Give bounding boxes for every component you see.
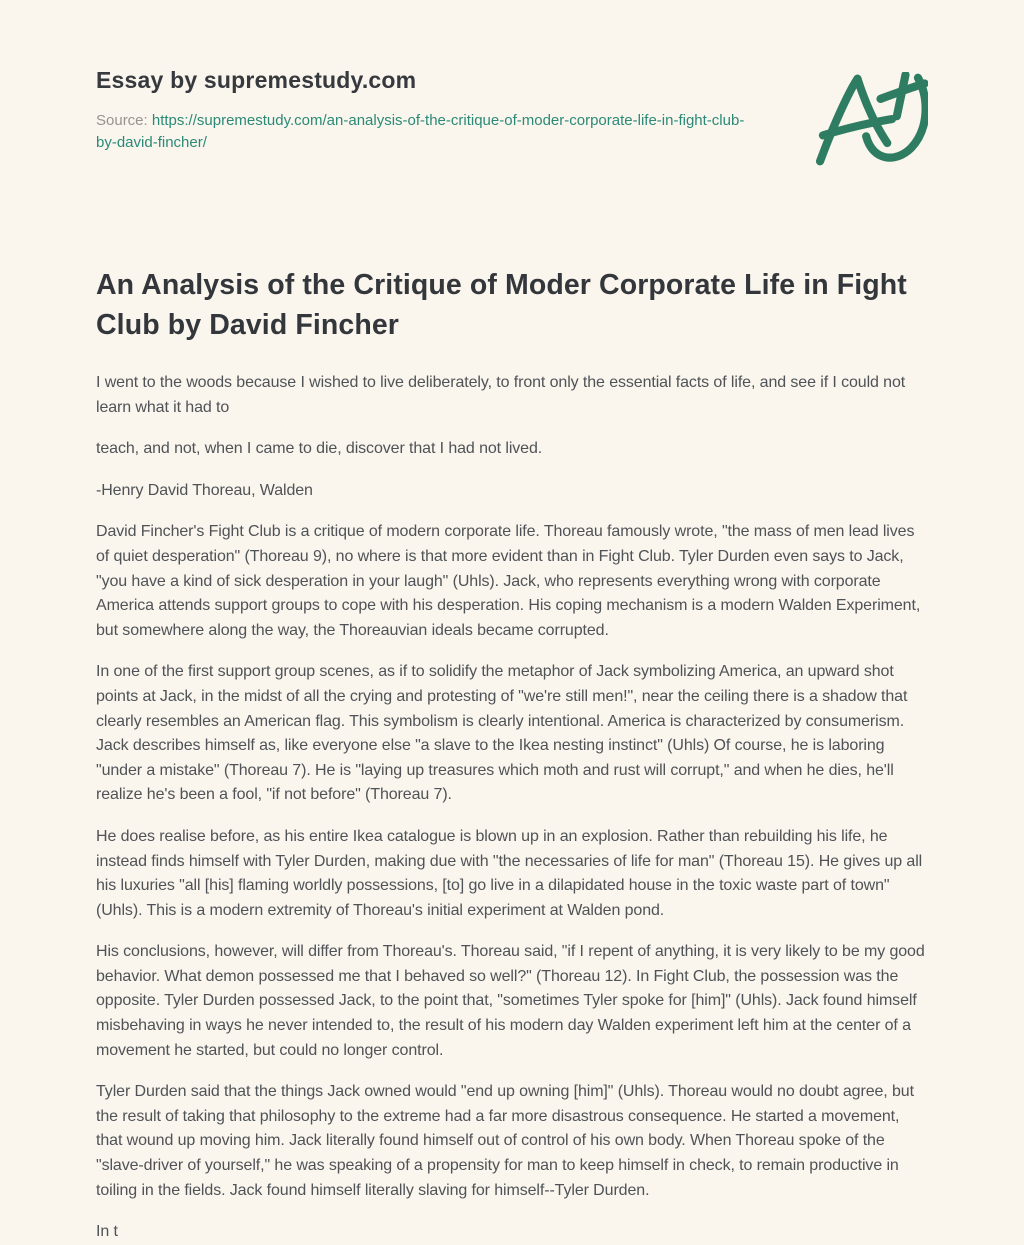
essay-paragraph: David Fincher's Fight Club is a critique of modern corporate life. Thoreau famously wrote, "the mass of men lead lives of quiet desperation" (Thoreau 9), no where is that more evident than in Fight Club. Tyler Durden even says to Jack, "you have a kind of sick desperation in your laugh" (Uhls). Jack, who represents everything wrong with corporate America attends support groups to cope with his desperation. His coping mechanism is a modern Walden Experiment, but somewhere along the way, the Thoreauvian ideals became corrupted. — [96, 523, 921, 639]
a-plus-logo-icon — [810, 72, 928, 168]
essay-paragraph: In t — [96, 1223, 118, 1241]
essay-paragraph: I went to the woods because I wished to live deliberately, to front only the essential facts of life, and see if I could not learn what it had to — [96, 374, 906, 416]
header-text-block — [96, 66, 751, 154]
essay-paragraph: -Henry David Thoreau, Walden — [96, 481, 313, 499]
site-header-title: Essay by supremestudy.com — [96, 67, 417, 93]
source-label: Source: — [96, 112, 148, 129]
source-line — [96, 110, 751, 154]
source-url-link[interactable]: https://supremestudy.com/an-analysis-of-the-critique-of-moder-corporate-life-in-fight-club-by-david-fincher/ — [96, 112, 745, 151]
essay-paragraph: He does realise before, as his entire Ikea catalogue is blown up in an explosion. Rather than rebuilding his life, he instead finds himself with Tyler Durden, making due with "the necessaries of life for man" (Thoreau 15). He gives up all his luxuries "all [his] flaming worldly possessions, [to] go live in a dilapidated house in the toxic waste part of town" (Uhls). This is a modern extremity of Thoreau's initial experiment at Walden pond. — [96, 827, 923, 919]
essay-paragraph: In one of the first support group scenes, as if to solidify the metaphor of Jack symbolizing America, an upward shot points at Jack, in the midst of all the crying and protesting of "we're still men!", near the ceiling there is a shadow that clearly resembles an American flag. This symbolism is clearly intentional. America is characterized by consumerism. Jack describes himself as, like everyone else "a slave to the Ikea nesting instinct" (Uhls) Of course, he is laboring "under a mistake" (Thoreau 7). He is "laying up treasures which moth and rust will corrupt," and when he dies, he'll realize he's been a fool, "if not before" (Thoreau 7). — [96, 663, 908, 804]
essay-title: An Analysis of the Critique of Moder Corporate Life in Fight Club by David Fincher — [96, 269, 907, 341]
page-header — [96, 66, 928, 168]
essay-paragraph: Tyler Durden said that the things Jack owned would "end up owning [him]" (Uhls). Thoreau would no doubt agree, but the result of taking that philosophy to the extreme had a far more disastrous consequence. He started a movement, that wound up moving him. Jack literally found himself out of control of his own body. When Thoreau spoke of the "slave-driver of yourself," he was speaking of a propensity for man to keep himself in check, to remain productive in toiling in the fields. Jack found himself literally slaving for himself--Tyler Durden. — [96, 1083, 914, 1199]
essay-paragraph: His conclusions, however, will differ from Thoreau's. Thoreau said, "if I repent of anything, it is very likely to be my good behavior. What demon possessed me that I behaved so well?" (Thoreau 12). In Fight Club, the possession was the opposite. Tyler Durden possessed Jack, to the point that, "sometimes Tyler spoke for [him]" (Uhls). Jack found himself misbehaving in ways he never intended to, the result of his modern day Walden experiment left him at the center of a movement he started, but could no longer control. — [96, 943, 925, 1059]
essay-paragraph: teach, and not, when I came to die, discover that I had not lived. — [96, 440, 543, 458]
essay-body — [96, 371, 928, 1245]
